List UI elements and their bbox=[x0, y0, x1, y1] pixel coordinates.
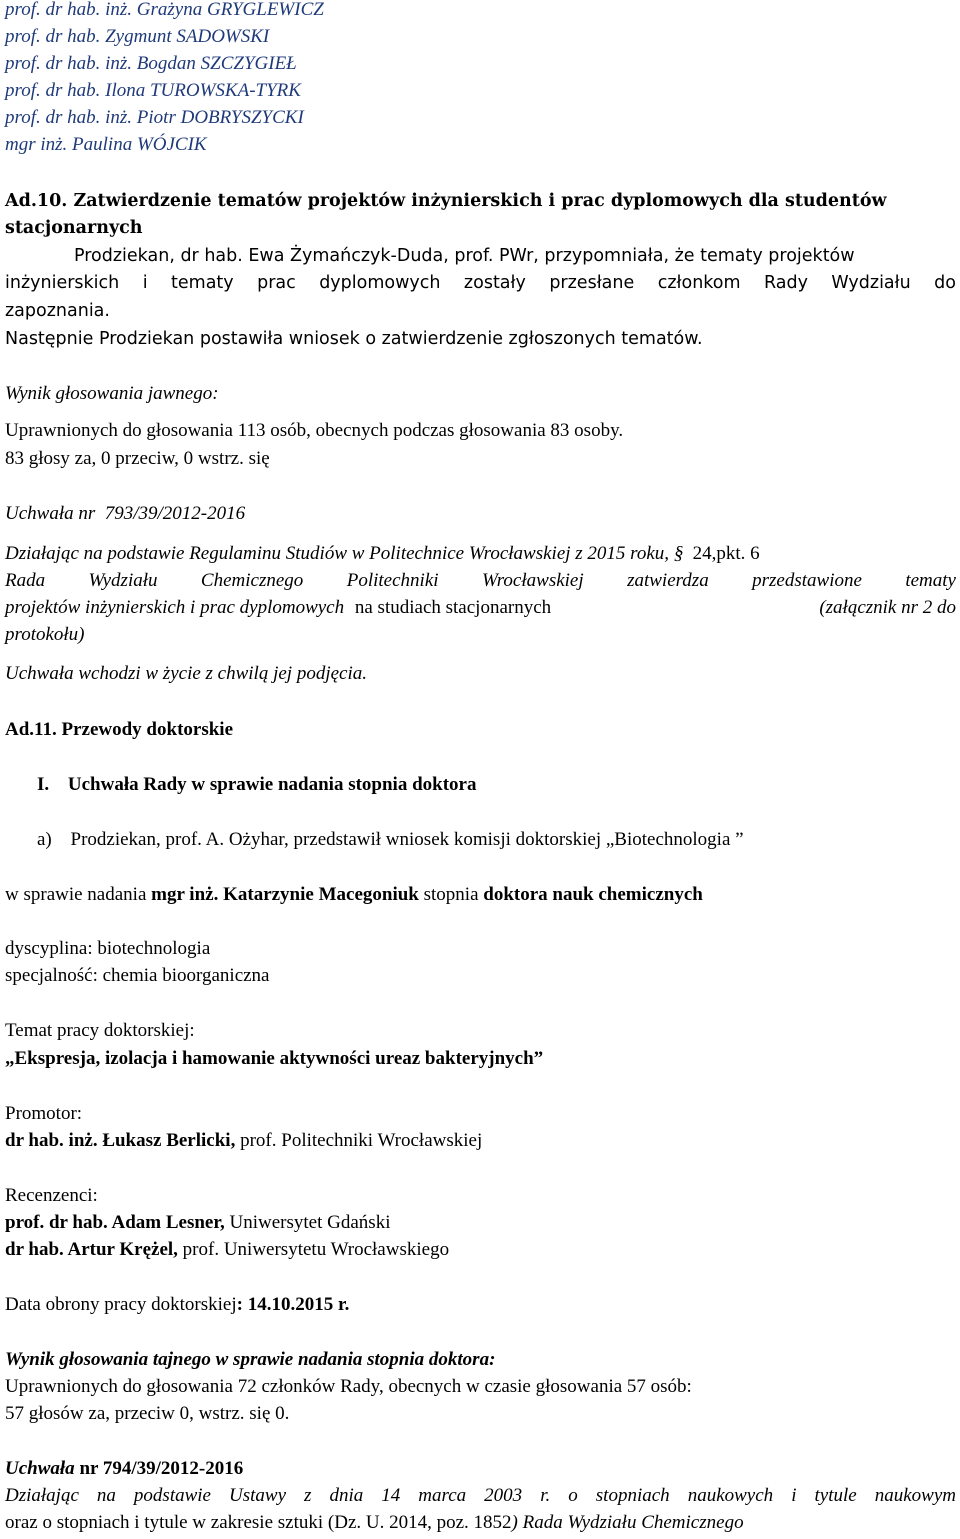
attendee-line: prof. dr hab. Zygmunt SADOWSKI bbox=[5, 26, 270, 47]
resolution-number: 793/39/2012-2016 bbox=[104, 503, 246, 524]
subsection-title: I. Uchwała Rady w sprawie nadania stopnia doktora bbox=[37, 774, 477, 795]
reviewer: prof. dr hab. Adam Lesner, Uniwersytet Gdański bbox=[5, 1212, 391, 1233]
reviewer: dr hab. Artur Krężel, prof. Uniwersytetu Wrocławskiego bbox=[5, 1239, 450, 1260]
vote-result-line: 83 głosy za, 0 przeciw, 0 wstrz. się bbox=[5, 448, 270, 469]
secret-vote-heading: Wynik głosowania tajnego w sprawie nadania stopnia doktora: bbox=[5, 1349, 496, 1370]
resolution-effect: Uchwała wchodzi w życie z chwilą jej podjęcia. bbox=[5, 663, 368, 684]
resolution-heading: Uchwała nr 794/39/2012-2016 bbox=[5, 1458, 244, 1479]
defense-date: Data obrony pracy doktorskiej: 14.10.2015 r. bbox=[5, 1294, 350, 1315]
resolution-text-line: Rada Wydziału Chemicznego Politechniki Wrocławskiej zatwierdza przedstawione tematy bbox=[5, 570, 956, 591]
vote-result-line: Uprawnionych do głosowania 113 osób, obecnych podczas głosowania 83 osoby. bbox=[5, 420, 624, 441]
thesis-label: Temat pracy doktorskiej: bbox=[5, 1020, 195, 1041]
vote-result-line: Uprawnionych do głosowania 72 członków Rady, obecnych w czasie głosowania 57 osób: bbox=[5, 1376, 692, 1397]
thesis-title: „Ekspresja, izolacja i hamowanie aktywności ureaz bakteryjnych” bbox=[5, 1048, 544, 1069]
paragraph-line: zapoznania. bbox=[5, 301, 110, 321]
attendee-line: prof. dr hab. inż. Piotr DOBRYSZYCKI bbox=[5, 107, 304, 128]
section-sign-icon: § bbox=[673, 543, 684, 564]
resolution-heading bbox=[5, 502, 956, 526]
resolution-text-line: Działając na podstawie Ustawy z dnia 14 marca 2003 r. o stopniach naukowych i tytule naukowym bbox=[5, 1485, 956, 1506]
resolution-text-line: projektów inżynierskich i prac dyplomowych na studiach stacjonarnych (załącznik nr 2 do bbox=[5, 597, 956, 618]
attendee-line: prof. dr hab. Ilona TUROWSKA-TYRK bbox=[5, 80, 301, 101]
paragraph-line: Następnie Prodziekan postawiła wniosek o zatwierdzenie zgłoszonych tematów. bbox=[5, 329, 703, 349]
resolution-text-line: Działając na podstawie Regulaminu Studiów w Politechnice Wrocławskiej z 2015 roku, § 24,pkt. 6 bbox=[5, 543, 760, 564]
attendee-line: prof. dr hab. inż. Grażyna GRYGLEWICZ bbox=[5, 0, 324, 20]
specialty: specjalność: chemia bioorganiczna bbox=[5, 965, 270, 986]
promoter-label: Promotor: bbox=[5, 1103, 83, 1124]
discipline: dyscyplina: biotechnologia bbox=[5, 938, 211, 959]
request-line: w sprawie nadania mgr inż. Katarzynie Macegoniuk stopnia doktora nauk chemicznych bbox=[5, 884, 703, 905]
vote-result-line: 57 głosów za, przeciw 0, wstrz. się 0. bbox=[5, 1403, 290, 1424]
paragraph-line: inżynierskich i tematy prac dyplomowych zostały przesłane członkom Rady Wydziału do bbox=[5, 273, 956, 293]
section-title: Ad.10. Zatwierdzenie tematów projektów inżynierskich i prac dyplomowych dla studentów bbox=[5, 191, 887, 211]
section-title: Ad.11. Przewody doktorskie bbox=[5, 719, 233, 740]
vote-heading: Wynik głosowania jawnego: bbox=[5, 383, 219, 404]
attendee-line: mgr inż. Paulina WÓJCIK bbox=[5, 134, 207, 155]
resolution-text-line: oraz o stopniach i tytule w zakresie sztuki (Dz. U. 2014, poz. 1852) Rada Wydziału Chemicznego bbox=[5, 1512, 744, 1533]
resolution-label: Uchwała nr bbox=[5, 503, 96, 524]
item-a: a) Prodziekan, prof. A. Ożyhar, przedstawił wniosek komisji doktorskiej „Biotechnologia ” bbox=[37, 829, 744, 850]
paragraph-line: Prodziekan, dr hab. Ewa Żymańczyk-Duda, prof. PWr, przypomniała, że tematy projektów bbox=[74, 246, 855, 266]
resolution-text-line: protokołu) bbox=[5, 624, 85, 645]
attendee-line: prof. dr hab. inż. Bogdan SZCZYGIEŁ bbox=[5, 53, 297, 74]
promoter: dr hab. inż. Łukasz Berlicki, prof. Politechniki Wrocławskiej bbox=[5, 1130, 483, 1151]
reviewers-label: Recenzenci: bbox=[5, 1185, 98, 1206]
section-title-cont: stacjonarnych bbox=[5, 218, 143, 238]
